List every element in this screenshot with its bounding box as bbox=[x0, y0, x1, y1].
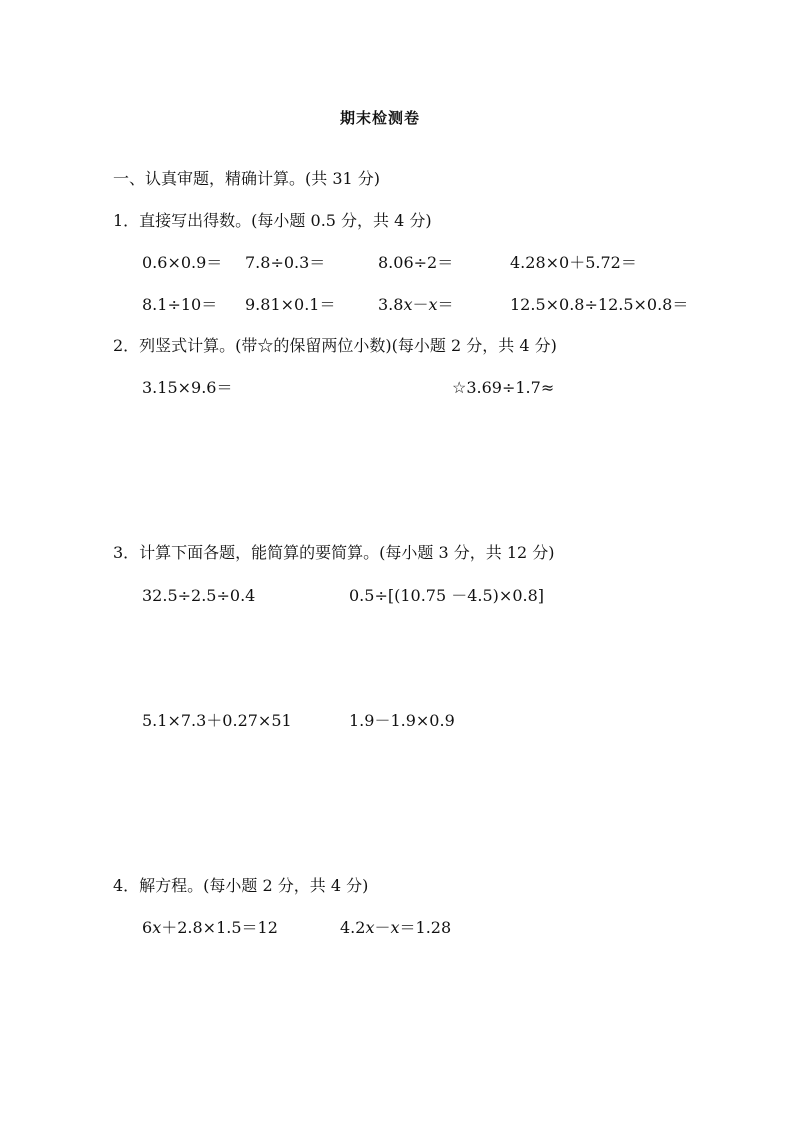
q1-item: 8.06÷2＝ bbox=[378, 253, 454, 272]
q3-item: 5.1×7.3＋0.27×51 bbox=[142, 711, 292, 730]
q1-item: 3.8x－x＝ bbox=[378, 295, 454, 314]
q1-item: 7.8÷0.3＝ bbox=[245, 253, 326, 272]
question-3-heading: 3．计算下面各题，能简算的要简算。(每小题 3 分，共 12 分) bbox=[113, 543, 555, 562]
page-title: 期末检测卷 bbox=[340, 109, 421, 127]
q3-item: 1.9－1.9×0.9 bbox=[349, 711, 455, 730]
q4-item: 4.2x－x＝1.28 bbox=[340, 918, 452, 937]
q1-item: 4.28×0＋5.72＝ bbox=[510, 253, 637, 272]
q1-item: 8.1÷10＝ bbox=[142, 295, 218, 314]
q1-item: 9.81×0.1＝ bbox=[245, 295, 336, 314]
q3-item: 32.5÷2.5÷0.4 bbox=[142, 586, 256, 605]
q3-item: 0.5÷[(10.75 －4.5)×0.8] bbox=[349, 586, 545, 605]
q2-item: ☆3.69÷1.7≈ bbox=[452, 378, 555, 397]
section-heading: 一、认真审题，精确计算。(共 31 分) bbox=[113, 169, 381, 188]
question-2-heading: 2．列竖式计算。(带☆的保留两位小数)(每小题 2 分，共 4 分) bbox=[113, 336, 557, 355]
q4-item: 6x＋2.8×1.5＝12 bbox=[142, 918, 278, 937]
q1-item: 0.6×0.9＝ bbox=[142, 253, 223, 272]
q2-item: 3.15×9.6＝ bbox=[142, 378, 233, 397]
question-1-heading: 1．直接写出得数。(每小题 0.5 分，共 4 分) bbox=[113, 211, 432, 230]
question-4-heading: 4．解方程。(每小题 2 分，共 4 分) bbox=[113, 876, 369, 895]
q1-item: 12.5×0.8÷12.5×0.8＝ bbox=[510, 295, 689, 314]
